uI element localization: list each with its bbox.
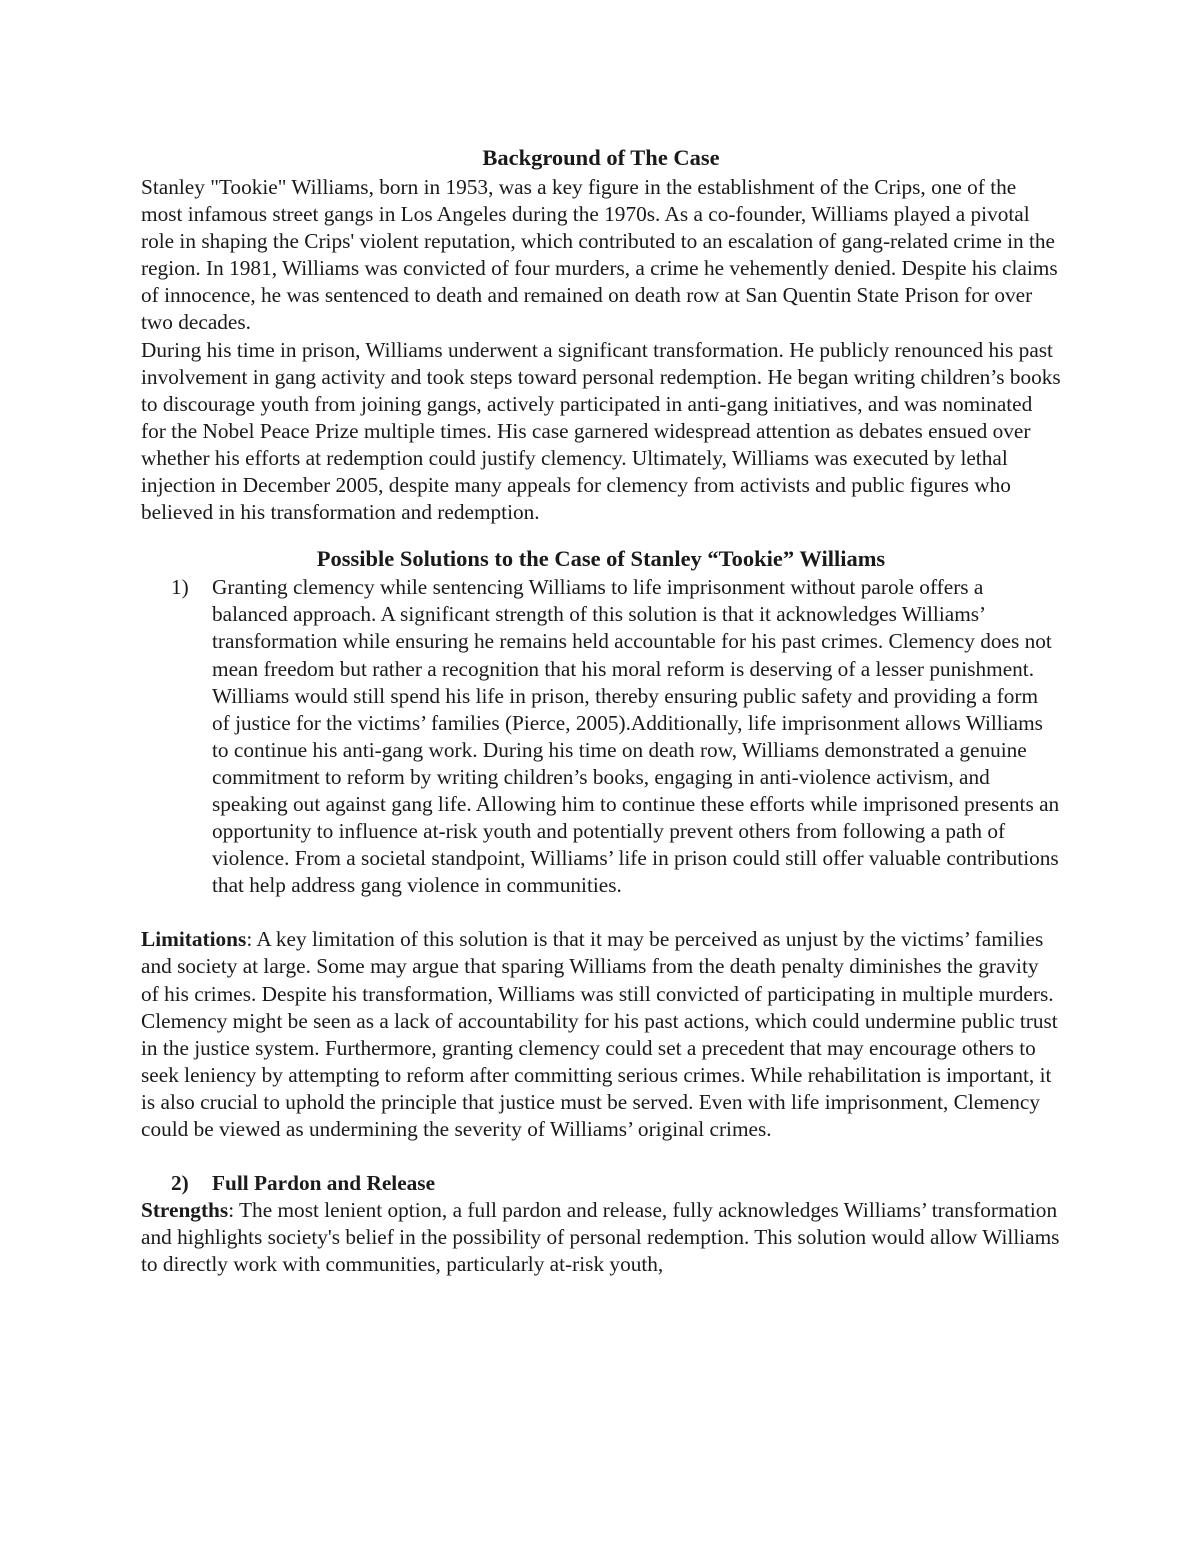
limitations-label: Limitations xyxy=(141,927,247,952)
solution-item-1-text: Granting clemency while sentencing Williams to life imprisonment without parole offers a balanced approach. A significant strength of this solution is that it acknowledges Williams’ transformation while ensuring he remains held accountable for his past crimes. Clemency does not mean freedom but rather a recognition that his moral reform is deserving of a lesser punishment. Williams would still spend his life in prison, thereby ensuring public safety and providing a form of justice for the victims’ families (Pierce, 2005).Additionally, life imprisonment allows Williams to continue his anti-gang work. During his time on death row, Williams demonstrated a genuine commitment to reform by writing children’s books, engaging in anti-violence activism, and speaking out against gang life. Allowing him to continue these efforts while imprisoned presents an opportunity to influence at-risk youth and potentially prevent others from following a path of violence. From a societal standpoint, Williams’ life in prison could still offer valuable contributions that help address gang violence in communities. xyxy=(212,575,1060,898)
strengths-paragraph xyxy=(141,1197,1061,1278)
background-paragraph-1: Stanley "Tookie" Williams, born in 1953, was a key figure in the establishment of the Crips, one of the most infamous street gangs in Los Angeles during the 1970s. As a co-founder, Williams played a pivotal role in shaping the Crips' violent reputation, which contributed to an escalation of gang-related crime in the region. In 1981, Williams was convicted of four murders, a crime he vehemently denied. Despite his claims of innocence, he was sentenced to death and remained on death row at San Quentin State Prison for over two decades. xyxy=(141,175,1058,335)
solution-item-1 xyxy=(141,574,1061,899)
strengths-text: : The most lenient option, a full pardon and release, fully acknowledges Williams’ transformation and highlights society's belief in the possibility of personal redemption. This solution would allow Williams to directly work with communities, particularly at-risk youth, xyxy=(141,1198,1060,1277)
solution-item-2 xyxy=(141,1170,1061,1197)
limitations-paragraph xyxy=(141,926,1061,1143)
strengths-label: Strengths xyxy=(141,1198,229,1223)
solution-item-1-number: 1) xyxy=(171,575,189,600)
solution-item-2-heading: Full Pardon and Release xyxy=(212,1171,436,1196)
background-title: Background of The Case xyxy=(482,145,720,170)
document-page xyxy=(141,143,1061,1278)
limitations-text: : A key limitation of this solution is that it may be perceived as unjust by the victims’ families and society at large. Some may argue that sparing Williams from the death penalty diminishes the gravity of his crimes. Despite his transformation, Williams was still convicted of participating in multiple murders. Clemency might be seen as a lack of accountability for his past actions, which could undermine public trust in the justice system. Furthermore, granting clemency could set a precedent that may encourage others to seek leniency by attempting to reform after committing serious crimes. While rehabilitation is important, it is also crucial to uphold the principle that justice must be served. Even with life imprisonment, Clemency could be viewed as undermining the severity of Williams’ original crimes. xyxy=(141,927,1058,1141)
solution-item-2-number: 2) xyxy=(171,1171,189,1196)
background-paragraph-2: During his time in prison, Williams underwent a significant transformation. He publicly renounced his past involvement in gang activity and took steps toward personal redemption. He began writing children’s books to discourage youth from joining gangs, actively participated in anti-gang initiatives, and was nominated for the Nobel Peace Prize multiple times. His case garnered widespread attention as debates ensued over whether his efforts at redemption could justify clemency. Ultimately, Williams was executed by lethal injection in December 2005, despite many appeals for clemency from activists and public figures who believed in his transformation and redemption. xyxy=(141,337,1061,525)
solutions-title: Possible Solutions to the Case of Stanley “Tookie” Williams xyxy=(316,546,886,572)
